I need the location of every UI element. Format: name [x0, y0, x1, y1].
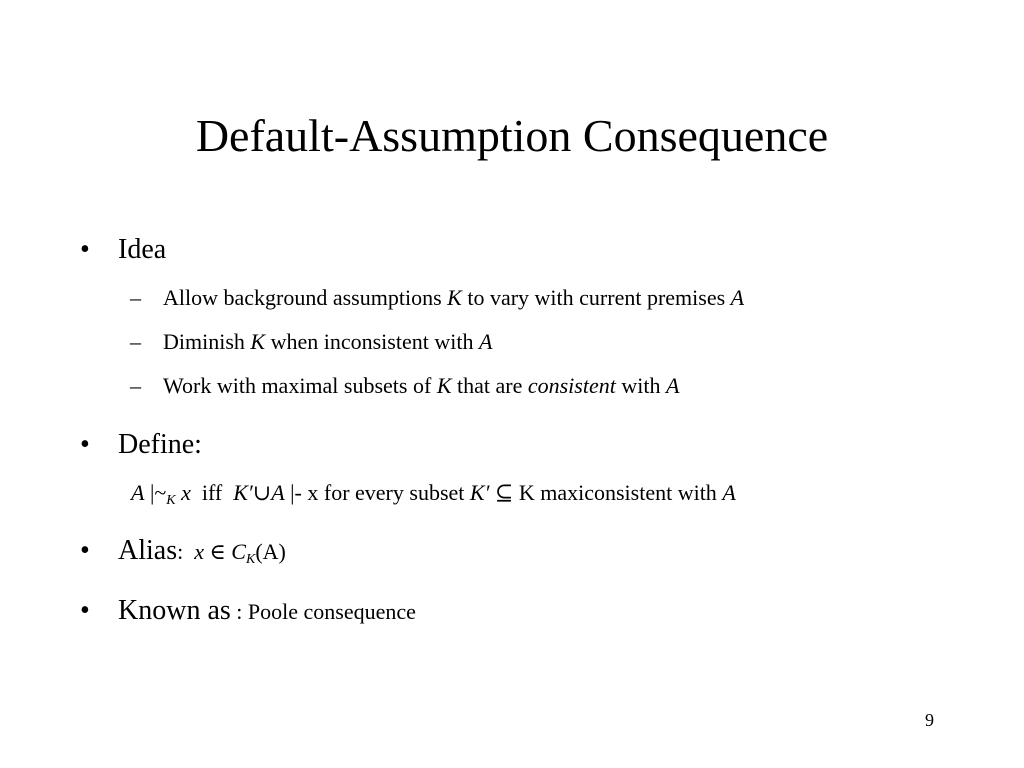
bullet-alias-label: Alias	[118, 535, 178, 566]
symbol-a: A	[478, 329, 493, 354]
bullet-marker: •	[80, 535, 90, 566]
union-symbol: ∪	[252, 480, 272, 505]
subseteq-symbol: ⊆	[489, 480, 519, 505]
definition-formula	[131, 479, 736, 507]
text-part: with	[615, 373, 666, 398]
nonmonotonic-relation: |~	[144, 480, 167, 505]
slide-title: Default-Assumption Consequence	[195, 110, 829, 161]
symbol-x: x	[194, 539, 204, 564]
symbol-a: A	[730, 285, 745, 310]
element-of-symbol: ∈	[204, 539, 232, 564]
symbol-x: x	[175, 480, 191, 505]
dash-marker: –	[130, 285, 141, 310]
poole-consequence-text: : Poole consequence	[230, 599, 416, 624]
bullet-marker: •	[80, 595, 90, 626]
subitem-text	[163, 284, 744, 312]
symbol-k: K	[250, 329, 266, 354]
emphasis-consistent: consistent	[527, 373, 616, 398]
text-part: Diminish	[163, 329, 251, 354]
bullet-alias-text	[118, 533, 286, 570]
symbol-a: A	[131, 480, 145, 505]
bullet-marker: •	[80, 234, 90, 265]
bullet-idea-label: Idea	[118, 234, 167, 265]
dash-marker: –	[130, 373, 141, 398]
text-part: to vary with current premises	[461, 285, 731, 310]
symbol-a: A	[722, 480, 736, 505]
dash-marker: –	[130, 329, 141, 354]
function-argument: (A)	[255, 539, 286, 564]
subscript-k: K	[166, 493, 176, 508]
symbol-c: C	[231, 539, 246, 564]
text-part: Work with maximal subsets of	[163, 373, 437, 398]
text-part: that are	[451, 373, 528, 398]
iff-text: iff	[190, 480, 234, 505]
symbol-k: K	[447, 285, 462, 310]
symbol-a: A	[271, 480, 285, 505]
bullet-marker: •	[80, 429, 90, 460]
bullet-define-label: Define:	[118, 429, 202, 460]
symbol-a: A	[665, 373, 680, 398]
bullet-known-label: Known as	[118, 595, 231, 626]
page-number: 9	[925, 710, 934, 730]
symbol-k-prime: K′	[233, 480, 253, 505]
bullet-known-text	[118, 593, 416, 630]
text-part: :	[177, 539, 195, 564]
text-part: K maxiconsistent with	[518, 480, 723, 505]
text-part: when inconsistent with	[265, 329, 479, 354]
text-part: |- x for every subset	[284, 480, 470, 505]
subscript-k: K	[245, 552, 256, 567]
subitem-text	[163, 328, 492, 356]
text-part: Allow background assumptions	[163, 285, 448, 310]
subitem-text	[163, 372, 679, 400]
symbol-k-prime: K′	[469, 480, 490, 505]
symbol-k: K	[436, 373, 452, 398]
